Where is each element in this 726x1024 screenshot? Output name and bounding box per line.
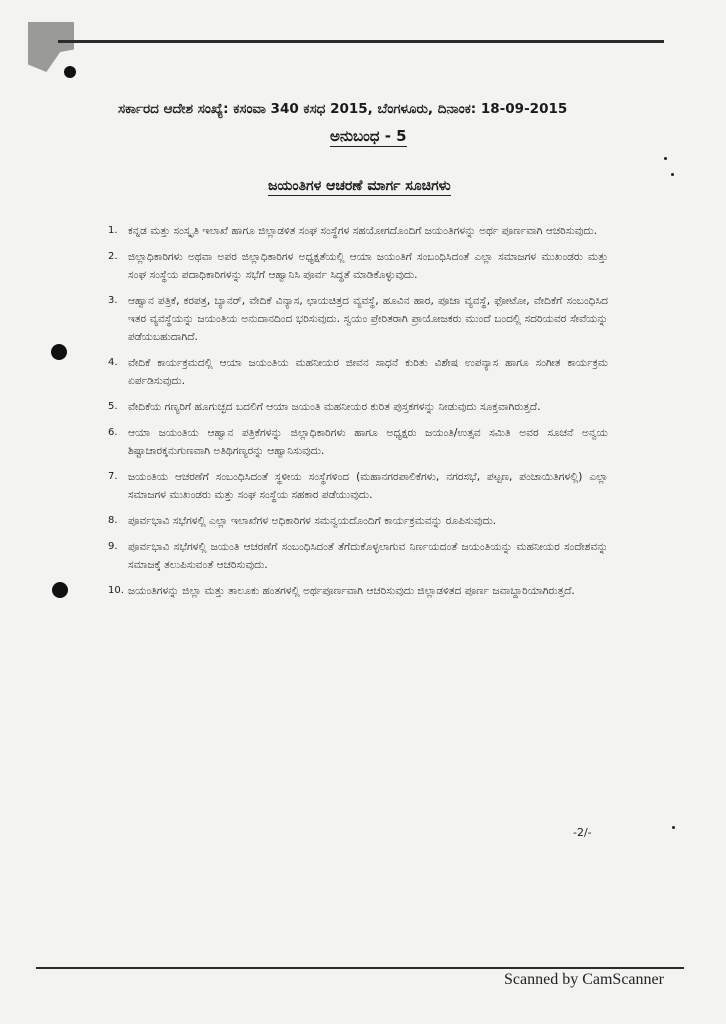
punch-hole-mark (64, 66, 76, 78)
guideline-number: 9. (108, 541, 118, 552)
guideline-number: 3. (108, 295, 118, 306)
guidelines-heading: ಜಯಂತಿಗಳ ಆಚರಣೆ ಮಾರ್ಗ ಸೂಚಿಗಳು (268, 178, 451, 194)
guideline-text: ಆಯಾ ಜಯಂತಿಯ ಆಹ್ವಾನ ಪತ್ರಿಕೆಗಳನ್ನು ಜಿಲ್ಲಾಧಿಕಾರಿಗಳು ಹಾಗೂ ಅಧ್ಯಕ್ಷರು ಜಯಂತಿ/ಉತ್ಸವ ಸಮಿತಿ ಅವರ ಸೂಚನೆ ಅನ್ವಯ ಶಿಷ್ಟಾಚಾರಕ್ಕನುಗುಣವಾಗಿ ಅತಿಥಿಗಣ್ಯರನ್ನು ಆಹ್ವಾನಿಸುವುದು. (128, 427, 608, 457)
guideline-item (108, 354, 608, 390)
guideline-text: ಜಯಂತಿಗಳನ್ನು ಜಿಲ್ಲಾ ಮತ್ತು ತಾಲೂಕು ಹಂತಗಳಲ್ಲಿ ಅರ್ಥಪೂರ್ಣವಾಗಿ ಆಚರಿಸುವುದು ಜಿಲ್ಲಾಡಳಿತದ ಪೂರ್ಣ ಜವಾಬ್ದಾರಿಯಾಗಿರುತ್ತದೆ. (128, 585, 575, 597)
scan-corner-shadow (28, 22, 74, 72)
guideline-item (108, 582, 608, 600)
punch-hole-top (51, 344, 67, 360)
punch-hole-bottom (52, 582, 68, 598)
guideline-item (108, 222, 608, 240)
guideline-text: ಪೂರ್ವಭಾವಿ ಸಭೆಗಳಲ್ಲಿ ಎಲ್ಲಾ ಇಲಾಖೆಗಳ ಅಧಿಕಾರಿಗಳ ಸಮನ್ವಯದೊಂದಿಗೆ ಕಾರ್ಯಕ್ರಮವನ್ನು ರೂಪಿಸುವುದು. (128, 515, 497, 527)
guideline-text: ವೇದಿಕೆ ಕಾರ್ಯಕ್ರಮದಲ್ಲಿ ಆಯಾ ಜಯಂತಿಯ ಮಹನೀಯರ ಜೀವನ ಸಾಧನೆ ಕುರಿತು ವಿಶೇಷ ಉಪನ್ಯಾಸ ಹಾಗೂ ಸಂಗೀತ ಕಾರ್ಯಕ್ರಮ ಏರ್ಪಡಿಸುವುದು. (128, 357, 608, 387)
guideline-number: 10. (108, 585, 124, 596)
guideline-item (108, 292, 608, 346)
guideline-item (108, 424, 608, 460)
guideline-number: 7. (108, 471, 118, 482)
bottom-border-line (36, 967, 684, 969)
guideline-item (108, 398, 608, 416)
guideline-number: 2. (108, 251, 118, 262)
guideline-text: ಜಯಂತಿಯ ಆಚರಣೆಗೆ ಸಂಬಂಧಿಸಿದಂತೆ ಸ್ಥಳೀಯ ಸಂಸ್ಥೆಗಳಿಂದ (ಮಹಾನಗರಪಾಲಿಕೆಗಳು, ನಗರಸಭೆ, ಪಟ್ಟಣ, ಪಂಚಾಯಿತಿಗಳಲ್ಲಿ) ಎಲ್ಲಾ ಸಮಾಜಗಳ ಮುಖಂಡರು ಮತ್ತು ಸಂಘ ಸಂಸ್ಥೆಯ ಸಹಕಾರ ಪಡೆಯುವುದು. (128, 471, 608, 501)
guideline-number: 1. (108, 225, 118, 236)
scan-speck (671, 173, 674, 176)
annexure-title: ಅನುಬಂಧ - 5 (330, 127, 407, 145)
scanner-watermark: Scanned by CamScanner (504, 971, 664, 988)
guideline-number: 8. (108, 515, 118, 526)
guideline-text: ವೇದಿಕೆಯ ಗಣ್ಯರಿಗೆ ಹೂಗುಚ್ಛದ ಬದಲಿಗೆ ಆಯಾ ಜಯಂತಿ ಮಹನೀಯರ ಕುರಿತ ಪುಸ್ತಕಗಳನ್ನು ನೀಡುವುದು ಸೂಕ್ತವಾಗಿರುತ್ತದೆ. (128, 401, 541, 413)
guideline-item (108, 468, 608, 504)
scan-speck (664, 157, 667, 160)
guideline-number: 6. (108, 427, 118, 438)
top-border-line (58, 40, 664, 43)
scan-speck (672, 826, 675, 829)
guideline-item (108, 538, 608, 574)
guideline-text: ಆಹ್ವಾನ ಪತ್ರಿಕೆ, ಕರಪತ್ರ, ಬ್ಯಾನರ್, ವೇದಿಕೆ ವಿನ್ಯಾಸ, ಛಾಯಚಿತ್ರದ ವ್ಯವಸ್ಥೆ, ಹೂವಿನ ಹಾರ, ಪೂಜಾ ವ್ಯವಸ್ಥೆ, ಫೋಟೋ, ವೇದಿಕೆಗೆ ಸಂಬಂಧಿಸಿದ ಇತರ ವ್ಯವಸ್ಥೆಯನ್ನು ಜಯಂತಿಯ ಅನುದಾನದಿಂದ ಭರಿಸುವುದು. ಸ್ವಯಂ ಪ್ರೇರಿತರಾಗಿ ಪ್ರಾಯೋಜಕರು ಮುಂದೆ ಬಂದಲ್ಲಿ ಸದರಿಯವರ ಸೇವೆಯನ್ನು ಪಡೆಯಬಹುದಾಗಿದೆ. (128, 295, 608, 343)
guideline-item (108, 248, 608, 284)
guideline-text: ಜಿಲ್ಲಾಧಿಕಾರಿಗಳು ಅಥವಾ ಅಪರ ಜಿಲ್ಲಾಧಿಕಾರಿಗಳ ಅಧ್ಯಕ್ಷತೆಯಲ್ಲಿ ಆಯಾ ಜಯಂತಿಗೆ ಸಂಬಂಧಿಸಿದಂತೆ ಎಲ್ಲಾ ಸಮಾಜಗಳ ಮುಖಂಡರು ಮತ್ತು ಸಂಘ ಸಂಸ್ಥೆಯ ಪದಾಧಿಕಾರಿಗಳನ್ನು ಸಭೆಗೆ ಆಹ್ವಾನಿಸಿ ಪೂರ್ವ ಸಿದ್ಧತೆ ಮಾಡಿಕೊಳ್ಳುವುದು. (128, 251, 608, 281)
guideline-text: ಪೂರ್ವಭಾವಿ ಸಭೆಗಳಲ್ಲಿ ಜಯಂತಿ ಆಚರಣೆಗೆ ಸಂಬಂಧಿಸಿದಂತೆ ತೆಗೆದುಕೊಳ್ಳಲಾಗುವ ನಿರ್ಣಯದಂತೆ ಜಯಂತಿಯನ್ನು ಮಹನೀಯರ ಸಂದೇಶವನ್ನು ಸಮಾಜಕ್ಕೆ ತಲುಪಿಸುವಂತೆ ಆಚರಿಸುವುದು. (128, 541, 608, 571)
guideline-text: ಕನ್ನಡ ಮತ್ತು ಸಂಸ್ಕೃತಿ ಇಲಾಖೆ ಹಾಗೂ ಜಿಲ್ಲಾಡಳಿತ ಸಂಘ ಸಂಸ್ಥೆಗಳ ಸಹಯೋಗದೊಂದಿಗೆ ಜಯಂತಿಗಳನ್ನು ಅರ್ಥ ಪೂರ್ಣವಾಗಿ ಆಚರಿಸುವುದು. (128, 225, 597, 237)
guideline-item (108, 512, 608, 530)
page-continuation-mark: -2/- (573, 826, 592, 839)
guideline-number: 4. (108, 357, 118, 368)
government-order-reference: ಸರ್ಕಾರದ ಆದೇಶ ಸಂಖ್ಯೆ: ಕಸಂವಾ 340 ಕಸಧ 2015, ಬೆಂಗಳೂರು, ದಿನಾಂಕ: 18-09-2015 (118, 101, 568, 117)
guidelines-list (108, 222, 608, 608)
guideline-number: 5. (108, 401, 118, 412)
